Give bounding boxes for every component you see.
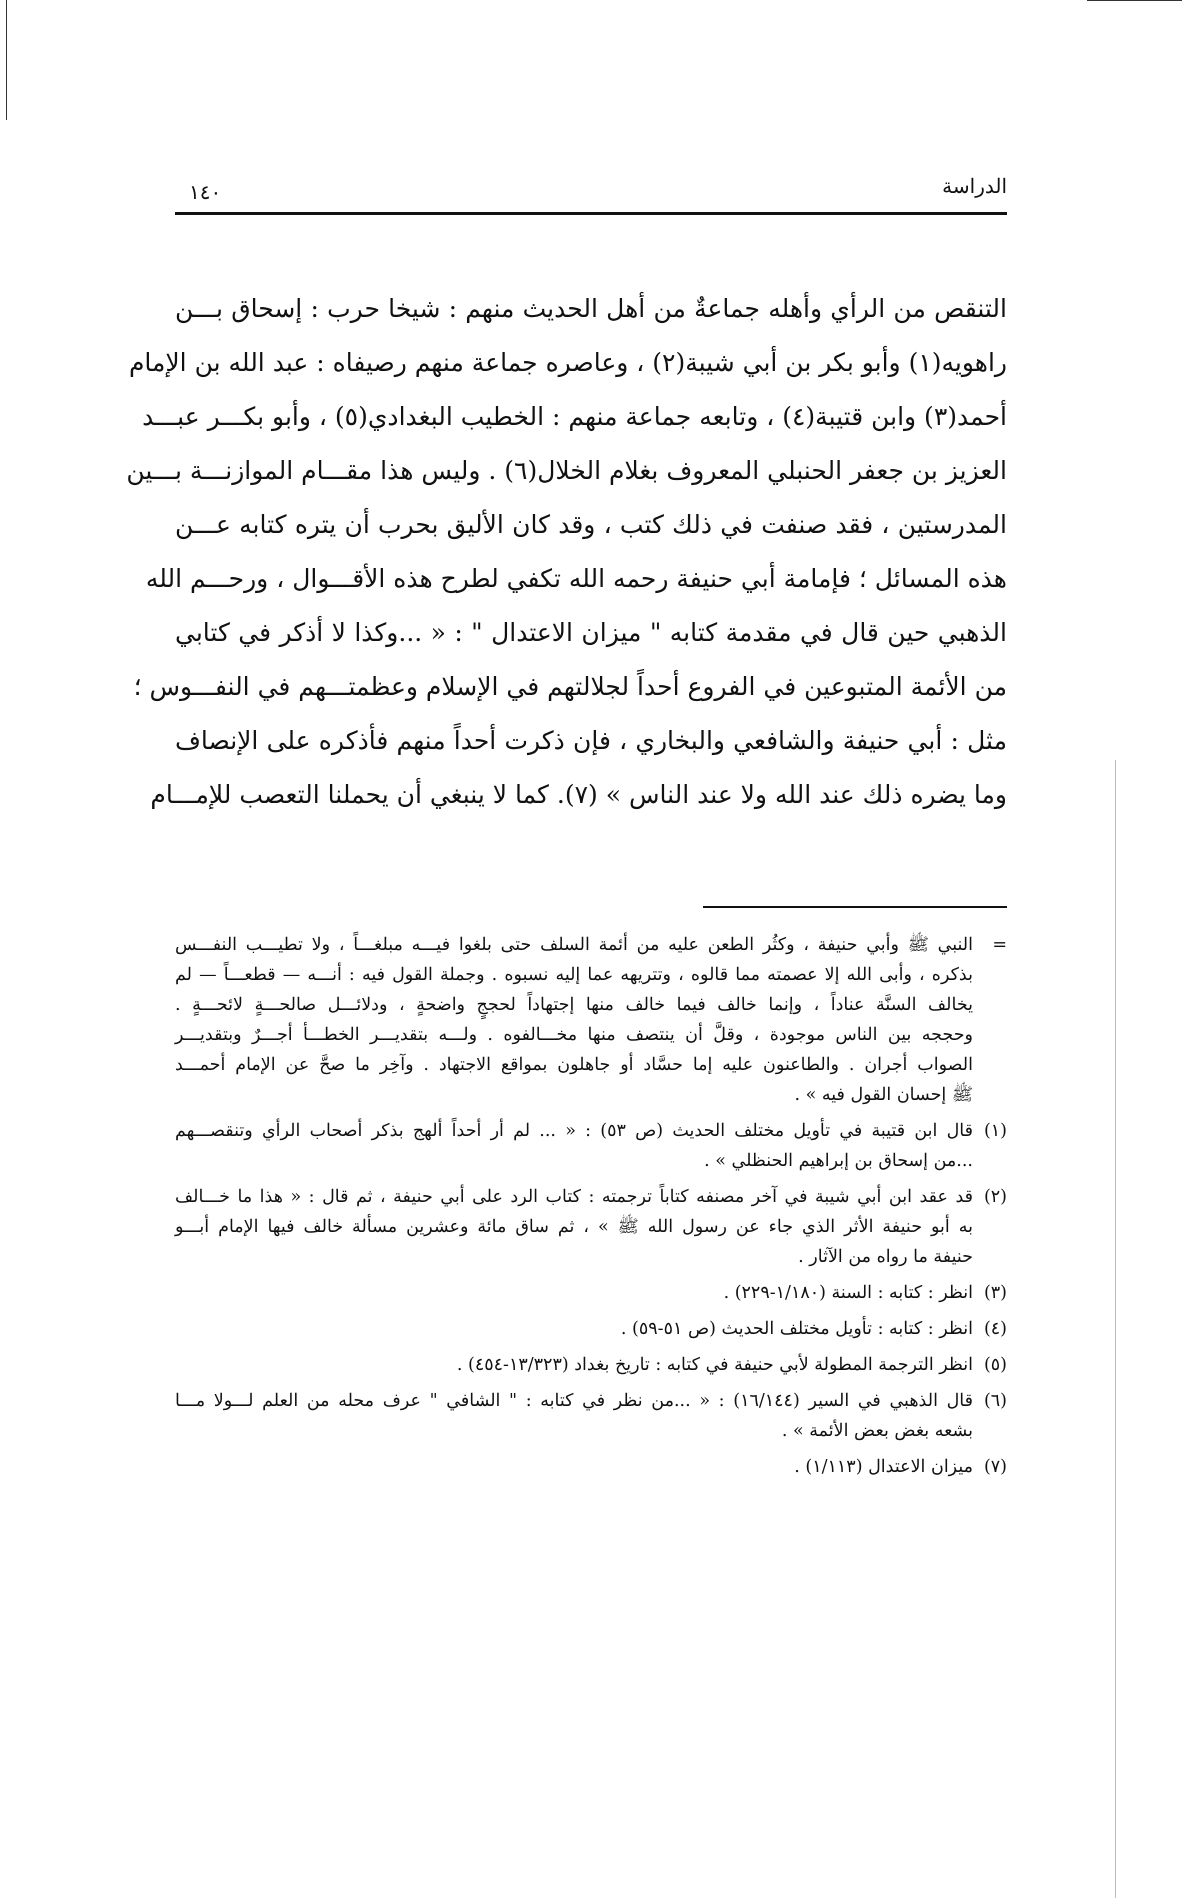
text-line: وما يضره ذلك عند الله ولا عند الناس » (٧). كما لا ينبغي أن يحملنا التعصب للإمـــام: [150, 780, 1007, 809]
text-line: مثل : أبي حنيفة والشافعي والبخاري ، فإن ذكرت أحداً منهم فأذكره على الإنصاف: [175, 726, 1007, 755]
text-line: أحمد(٣) وابن قتيبة(٤) ، وتابعه جماعة منهم : الخطيب البغدادي(٥) ، وأبو بكـــر عبـــد: [142, 402, 1007, 431]
footnote-line: الصواب أجران . والطاعنون عليه إما حسَّاد أو جاهلون بمواقع الاجتهاد . وآخِر ما صحَّ عن الإمام أحمـــد: [175, 1055, 973, 1075]
footnote-marker: (١): [983, 1121, 1007, 1141]
footnote-line: انظر الترجمة المطولة لأبي حنيفة في كتابه : تاريخ بغداد (١٣/٣٢٣-٤٥٤) .: [456, 1355, 973, 1375]
page-number: ١٤٠: [189, 180, 222, 204]
footnote-line: ﷺ إحسان القول فيه » .: [794, 1085, 973, 1105]
footnote-1: [175, 1116, 1007, 1176]
footnote-2: [175, 1182, 1007, 1272]
text-line: التنقص من الرأي وأهله جماعةٌ من أهل الحديث منهم : شيخا حرب : إسحاق بـــن: [175, 294, 1007, 323]
page-header: [175, 170, 1007, 215]
text-line: هذه المسائل ؛ فإمامة أبي حنيفة رحمه الله تكفي لطرح هذه الأقـــوال ، ورحـــم الله: [145, 564, 1007, 593]
footnote-line: يخالف السنَّة عناداً ، وإنما خالف فيما خالف منها إجتهاداً لحججٍ واضحةٍ ، ودلائـــل صالحـــةٍ لائحـــةٍ .: [175, 995, 973, 1015]
footnote-separator: [703, 906, 1007, 908]
text-line: من الأئمة المتبوعين في الفروع أحداً لجلالتهم في الإسلام وعظمتـــهم في النفـــوس ؛: [133, 672, 1007, 701]
footnote-line: انظر : كتابه : السنة (١/١٨٠-٢٢٩) .: [723, 1283, 973, 1303]
footnotes: [175, 930, 1007, 1488]
footnote-line: بذكره ، وأبى الله إلا عصمته مما قالوه ، وتتريهه عما إليه نسبوه . وجملة القول فيه : أنـــه — قطعـــاً — لم: [175, 965, 973, 985]
footnote-line: به أبو حنيفة الأثر الذي جاء عن رسول الله ﷺ » ، ثم ساق مائة وعشرين مسألة خالف فيها الإمام أبـــو: [175, 1217, 973, 1237]
footnote-line: وحججه بين الناس موجودة ، وقلَّ أن ينتصف منها مخـــالفوه . ولـــه بتقديـــر الخطـــأ أجـــرٌ وبتقديـــر: [175, 1025, 973, 1045]
footnote-3: [175, 1278, 1007, 1308]
footnote-6: [175, 1386, 1007, 1446]
footnote-marker: (٢): [983, 1187, 1007, 1207]
footnote-line: قد عقد ابن أبي شيبة في آخر مصنفه كتاباً ترجمته : كتاب الرد على أبي حنيفة ، ثم قال : « هذا ما خـــالف: [175, 1187, 973, 1207]
footnote-line: بشعه بغض بعض الأئمة » .: [781, 1421, 973, 1441]
footnote-marker: (٣): [983, 1283, 1007, 1303]
footnote-line: حنيفة ما رواه من الآثار .: [798, 1247, 973, 1267]
footnote-line: ...من إسحاق بن إبراهيم الحنظلي » .: [704, 1151, 973, 1171]
footnote-marker: (٥): [983, 1355, 1007, 1375]
footnote-line: قال الذهبي في السير (١٦/١٤٤) : « ...من نظر في كتابه : " الشافي " عرف محله من العلم لـــولا مـــا: [175, 1391, 973, 1411]
text-line: العزيز بن جعفر الحنبلي المعروف بغلام الخلال(٦) . وليس هذا مقـــام الموازنـــة بـــين: [126, 456, 1007, 485]
text-line: المدرستين ، فقد صنفت في ذلك كتب ، وقد كان الأليق بحرب أن يتره كتابه عـــن: [175, 510, 1007, 539]
scan-edge-right: [1115, 760, 1116, 1898]
footnote-marker: (٤): [983, 1319, 1007, 1339]
footnote-marker: (٦): [983, 1391, 1007, 1411]
footnote-7: [175, 1452, 1007, 1482]
text-line: الذهبي حين قال في مقدمة كتابه " ميزان الاعتدال " : « ...وكذا لا أذكر في كتابي: [175, 618, 1007, 647]
scan-edge-top-right: [1087, 0, 1182, 1]
running-head: الدراسة: [942, 174, 1007, 198]
footnote-line: انظر : كتابه : تأويل مختلف الحديث (ص ٥١-٥٩) .: [620, 1319, 973, 1339]
footnote-line: النبي ﷺ وأبي حنيفة ، وكثُر الطعن عليه من أئمة السلف حتى بلغوا فيـــه مبلغـــاً ، ولا تطيـــب النفـــس: [175, 935, 973, 955]
footnote-4: [175, 1314, 1007, 1344]
main-text: [126, 282, 1007, 822]
footnote-line: ميزان الاعتدال (١/١١٣) .: [794, 1457, 973, 1477]
footnote-marker: (٧): [983, 1457, 1007, 1477]
text-line: راهويه(١) وأبو بكر بن أبي شيبة(٢) ، وعاصره جماعة منهم رصيفاه : عبد الله بن الإمام: [128, 348, 1007, 377]
footnote-continued: [175, 930, 1007, 1110]
footnote-line: قال ابن قتيبة في تأويل مختلف الحديث (ص ٥٣) : « ... لم أر أحداً ألهج بذكر أصحاب الرأي وتنقصـــهم: [175, 1121, 973, 1141]
footnote-5: [175, 1350, 1007, 1380]
footnote-marker: =: [992, 935, 1007, 955]
scan-edge-left: [6, 0, 7, 120]
